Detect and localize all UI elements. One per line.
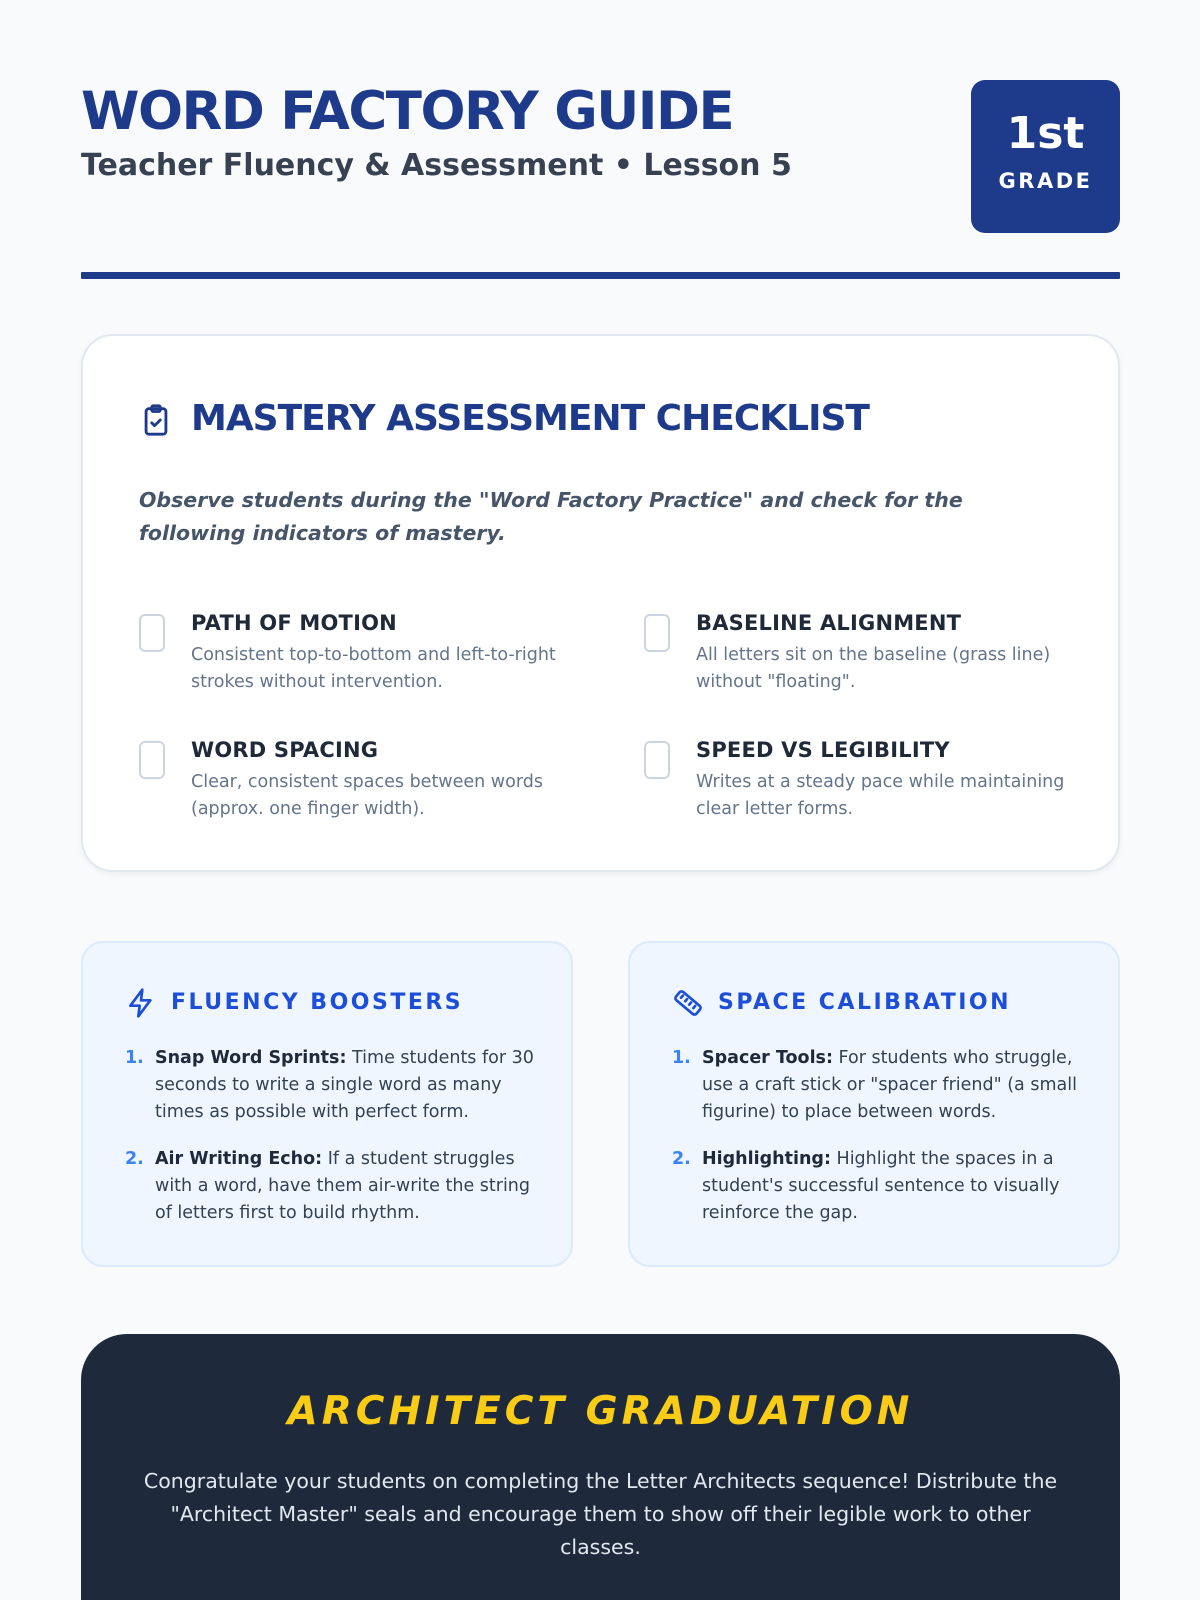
checkbox[interactable] [139,614,165,652]
checklist-item-title: SPEED VS LEGIBILITY [696,738,950,762]
list-number: 1. [125,1048,144,1068]
checklist-item-speed-vs-legibility [644,735,1084,825]
list-item [125,1045,545,1126]
checklist-title: MASTERY ASSESSMENT CHECKLIST [191,398,869,439]
checklist-item-title: WORD SPACING [191,738,379,762]
checklist-item-description: Consistent top-to-bottom and left-to-right strokes without intervention. [191,645,556,692]
checklist-item-description: Clear, consistent spaces between words (approx. one finger width). [191,772,543,819]
tip-text: If a student struggles with a word, have them air-write the string of letters first to build rhythm. [155,1149,531,1223]
spacing-title: SPACE CALIBRATION [718,990,1012,1015]
checkbox[interactable] [139,741,165,779]
list-number: 1. [672,1048,691,1068]
list-item [672,1045,1092,1126]
list-number: 2. [672,1149,691,1169]
checklist-item-description: Writes at a steady pace while maintaining clear letter forms. [696,772,1065,819]
checklist-intro: Observe students during the "Word Factory Practice" and check for the following indicators of mastery. [139,488,963,545]
tip-text: Highlight the spaces in a student's successful sentence to visually reinforce the gap. [702,1149,1060,1223]
grade-number: 1st [1006,108,1085,159]
ruler-icon [672,987,704,1019]
list-item [125,1146,545,1227]
graduation-text: Congratulate your students on completing the Letter Architects sequence! Distribute the "Architect Master" seals and encourage them to show off their legible work to other classes. [143,1469,1058,1559]
header-divider [81,272,1120,279]
tip-lead: Highlighting: [702,1149,831,1169]
page-subtitle: Teacher Fluency & Assessment • Lesson 5 [81,148,792,183]
space-calibration-card [628,941,1120,1267]
fluency-list [125,1045,545,1247]
list-number: 2. [125,1149,144,1169]
checklist-item-title: PATH OF MOTION [191,611,397,635]
checklist-item-baseline-alignment [644,608,1084,698]
grade-label: GRADE [998,169,1093,193]
checklist-item-description: All letters sit on the baseline (grass line) without "floating". [696,645,1051,692]
fluency-title: FLUENCY BOOSTERS [171,990,464,1015]
checklist-item-path-of-motion [139,608,579,698]
checklist-item-word-spacing [139,735,579,825]
lightning-bolt-icon [125,987,157,1019]
tip-text: Time students for 30 seconds to write a single word as many times as possible with perfect form. [155,1048,534,1122]
clipboard-check-icon [139,402,173,438]
list-item [672,1146,1092,1227]
graduation-title: ARCHITECT GRADUATION [287,1389,914,1434]
mastery-checklist-card [81,334,1120,872]
page-header [81,80,1120,240]
grade-badge [971,80,1120,233]
checklist-item-title: BASELINE ALIGNMENT [696,611,962,635]
tip-lead: Snap Word Sprints: [155,1048,347,1068]
graduation-banner [81,1334,1120,1600]
tip-lead: Air Writing Echo: [155,1149,323,1169]
fluency-boosters-card [81,941,573,1267]
checkbox[interactable] [644,614,670,652]
tip-lead: Spacer Tools: [702,1048,833,1068]
checkbox[interactable] [644,741,670,779]
tip-text: For students who struggle, use a craft stick or "spacer friend" (a small figurine) to place between words. [702,1048,1077,1122]
spacing-list [672,1045,1092,1247]
page-title: WORD FACTORY GUIDE [81,81,734,142]
